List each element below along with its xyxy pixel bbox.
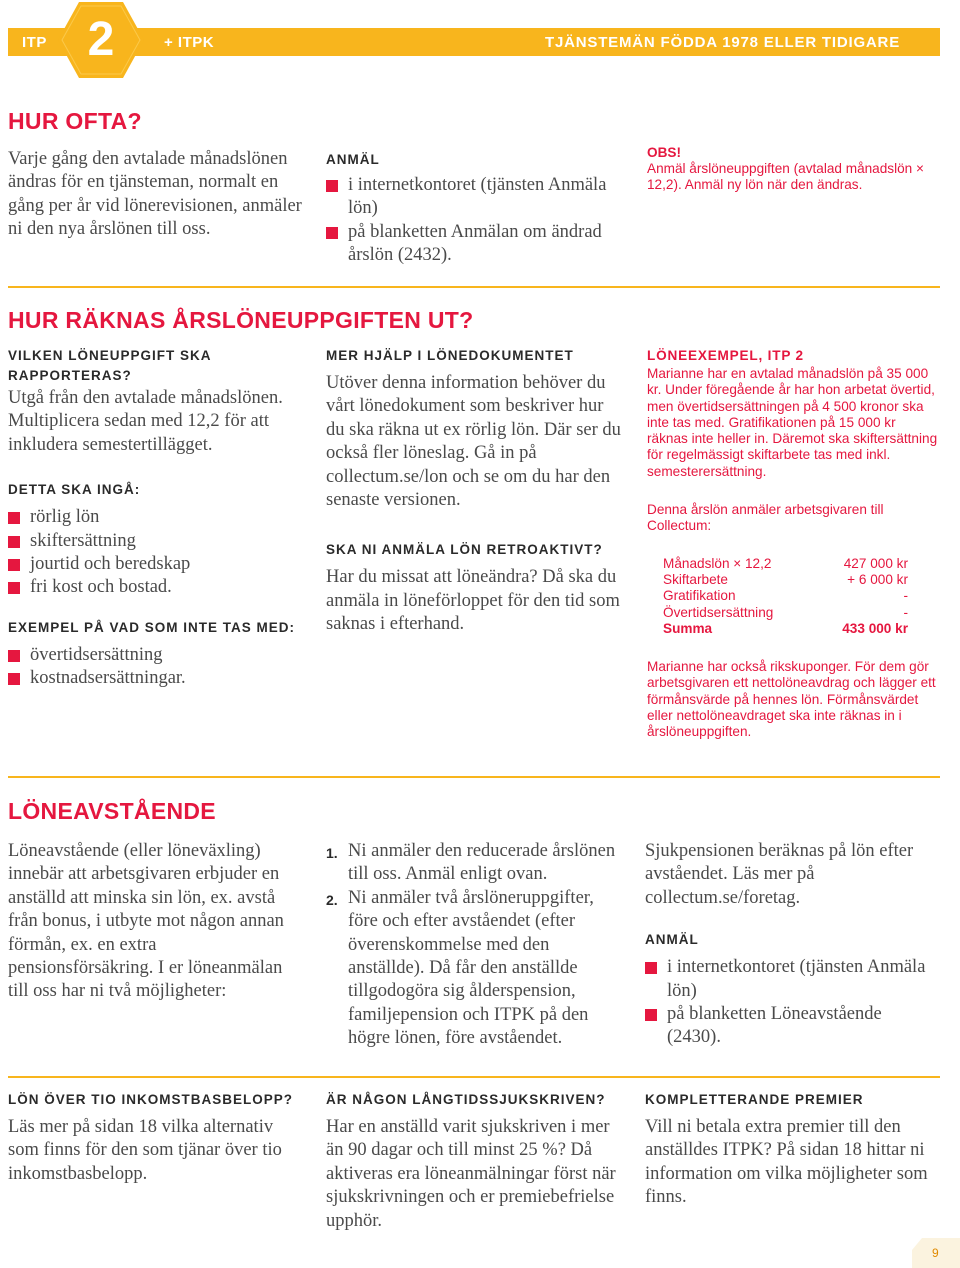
heading-calc: HUR RÄKNAS ÅRSLÖNEUPPGIFTEN UT? <box>8 307 474 333</box>
page-number: 9 <box>932 1246 939 1260</box>
bullet-square-icon <box>8 673 20 685</box>
list-item: i internetkontoret (tjänsten Anmäla lön) <box>645 956 939 1003</box>
exclude-list <box>8 644 306 691</box>
hexagon-number: 2 <box>87 13 115 66</box>
employer-text: Denna årslön anmäler arbetsgivaren till Collectum: <box>647 502 884 534</box>
list-item: på blanketten Anmälan om ändrad årslön (2432). <box>326 221 626 268</box>
table-row: Skiftarbete + 6 000 kr <box>663 571 908 587</box>
obs-heading: OBS! <box>647 145 681 160</box>
list-item: i internetkontoret (tjänsten Anmäla lön) <box>326 174 626 221</box>
help-text: Utöver denna information behöver du vårt lönedokument som beskriver hur du ska räkna ut ex rörlig lön. Där ser du också fler löneslag. Gå in på collectum.se/lon och se om du har den senaste versionen. <box>326 373 621 511</box>
waiver-report-heading: ANMÄL <box>645 932 699 948</box>
list-item: 1. Ni anmäler den reducerade årslönen till oss. Anmäl enligt ovan. <box>326 841 616 885</box>
options-list <box>326 840 622 1051</box>
how-often-text: Varje gång den avtalade månadslönen ändras för en tjänsteman, normalt en gång per år vid lönerevisionen, anmäler ni den nya årslönen till oss. <box>8 149 302 240</box>
header-bar <box>8 28 940 56</box>
question-heading: VILKEN LÖNEUPPGIFT SKA RAPPORTERAS? <box>8 348 212 383</box>
waiver-report-list <box>645 956 939 1050</box>
header-target-label: TJÄNSTEMÄN FÖDDA 1978 ELLER TIDIGARE <box>545 34 900 51</box>
divider <box>8 776 940 778</box>
waiver-intro: Löneavstående (eller löneväxling) innebär att arbetsgivaren erbjuder en anställd att minska sin lön, ex. avstå från bonus, i utbyte mot någon annan förmån, ex. en extra pensionsförsäkring. I er löneanmälan till oss har ni två möjligheter: <box>8 841 284 1002</box>
footer-col-2 <box>326 1090 624 1233</box>
bullet-square-icon <box>8 536 20 548</box>
waiver-col-3 <box>645 840 939 1050</box>
obs-text: Anmäl årslöneuppgiften (avtalad månadslön × 12,2). Anmäl ny lön när den ändras. <box>647 161 924 193</box>
list-item: 2. Ni anmäler två årslöneruppgifter, före och efter avståendet (efter överenskommelse med den anställde). Då får den anställde tillgodogöra sig ålderspension, familjepension och ITPK på den högre lönen, före avståendet. <box>326 887 594 1049</box>
exclude-heading: EXEMPEL PÅ VAD SOM INTE TAS MED: <box>8 619 296 635</box>
bullet-square-icon <box>326 180 338 192</box>
heading-how-often: HUR OFTA? <box>8 108 142 134</box>
table-row: Övertidsersättning - <box>663 604 908 620</box>
list-item: fri kost och bostad. <box>8 576 306 599</box>
question-text: Utgå från den avtalade månadslönen. Multiplicera sedan med 12,2 för att inkludera semestertillägget. <box>8 388 283 455</box>
retro-heading: SKA NI ANMÄLA LÖN RETROAKTIVT? <box>326 542 603 558</box>
bullet-square-icon <box>645 1009 657 1021</box>
footer-col-2-text: Har en anställd varit sjukskriven i mer än 90 dagar och till minst 25 %? Då aktiveras era löneanmälningar först när sjukskrivningen och er premiebefrielse upphör. <box>326 1117 616 1231</box>
example-text: Marianne har en avtalad månadslön på 35 000 kr. Under föregående år har hon arbetat övertid, men övertidsersättningen på 4 500 kronor ska inte tas med. Gratifikationen på 15 000 kr räknas inte heller in. Däremot ska skiftersättning för regelmässigt skiftarbete tas med inkl. semesterersättning. <box>647 366 938 479</box>
table-row-sum: Summa 433 000 kr <box>663 620 908 636</box>
bullet-square-icon <box>326 227 338 239</box>
table-row: Månadslön × 12,2 427 000 kr <box>663 555 908 571</box>
calc-col-2 <box>326 346 626 637</box>
bullet-square-icon <box>8 512 20 524</box>
help-heading: MER HJÄLP I LÖNEDOKUMENTET <box>326 348 574 363</box>
heading-waiver: LÖNEAVSTÅENDE <box>8 798 216 824</box>
bullet-square-icon <box>8 650 20 662</box>
table-row: Gratifikation - <box>663 588 908 604</box>
divider <box>8 286 940 288</box>
divider <box>8 1076 940 1078</box>
footer-col-1-text: Läs mer på sidan 18 vilka alternativ som finns för den som tjänar över tio inkomstbasbelopp. <box>8 1117 282 1184</box>
bullet-square-icon <box>8 559 20 571</box>
example-heading: LÖNEEXEMPEL, ITP 2 <box>647 348 804 363</box>
waiver-options <box>326 840 622 1051</box>
footer-col-3-heading: KOMPLETTERANDE PREMIER <box>645 1092 864 1107</box>
page-number-badge <box>912 1238 960 1268</box>
list-item: övertidsersättning <box>8 644 306 667</box>
footer-col-2-heading: ÄR NÅGON LÅNGTIDSSJUKSKRIVEN? <box>326 1092 606 1107</box>
extra-text: Marianne har också rikskuponger. För dem gör arbetsgivaren ett nettolöneavdrag och lägger ett förmånsvärde på hennes lön. Förmånsvärdet eller nettolöneavdraget ska inte räknas in i årslöneuppgiften. <box>647 659 936 740</box>
bullet-square-icon <box>8 582 20 594</box>
bullet-square-icon <box>645 962 657 974</box>
include-list <box>8 506 306 600</box>
hexagon-badge <box>58 2 144 78</box>
list-item: kostnadsersättningar. <box>8 667 306 690</box>
footer-col-1 <box>8 1090 304 1186</box>
list-item: på blanketten Löneavstående (2430). <box>645 1003 939 1050</box>
retro-text: Har du missat att löneändra? Då ska du anmäla in löneförloppet för den tid som saknas i efterhand. <box>326 567 620 635</box>
sick-text: Sjukpensionen beräknas på lön efter avståendet. Läs mer på collectum.se/foretag. <box>645 841 914 908</box>
report-list <box>326 174 626 268</box>
salary-calc-table <box>663 556 908 637</box>
footer-col-3 <box>645 1090 939 1210</box>
obs-section <box>647 145 937 194</box>
footer-col-1-heading: LÖN ÖVER TIO INKOMSTBASBELOPP? <box>8 1092 294 1107</box>
list-item: rörlig lön <box>8 506 306 529</box>
calc-col-1 <box>8 346 306 691</box>
header-itpk-label: + ITPK <box>164 34 215 51</box>
report-section <box>326 150 626 268</box>
calc-col-3 <box>647 346 939 741</box>
include-heading: DETTA SKA INGÅ: <box>8 482 141 498</box>
footer-col-3-text: Vill ni betala extra premier till den anställdes ITPK? På sidan 18 hittar ni information om vilka möjligheter som finns. <box>645 1117 928 1208</box>
list-item: jourtid och beredskap <box>8 553 306 576</box>
report-heading: ANMÄL <box>326 152 380 167</box>
header-itp-label: ITP <box>22 34 47 51</box>
list-item: skiftersättning <box>8 530 306 553</box>
